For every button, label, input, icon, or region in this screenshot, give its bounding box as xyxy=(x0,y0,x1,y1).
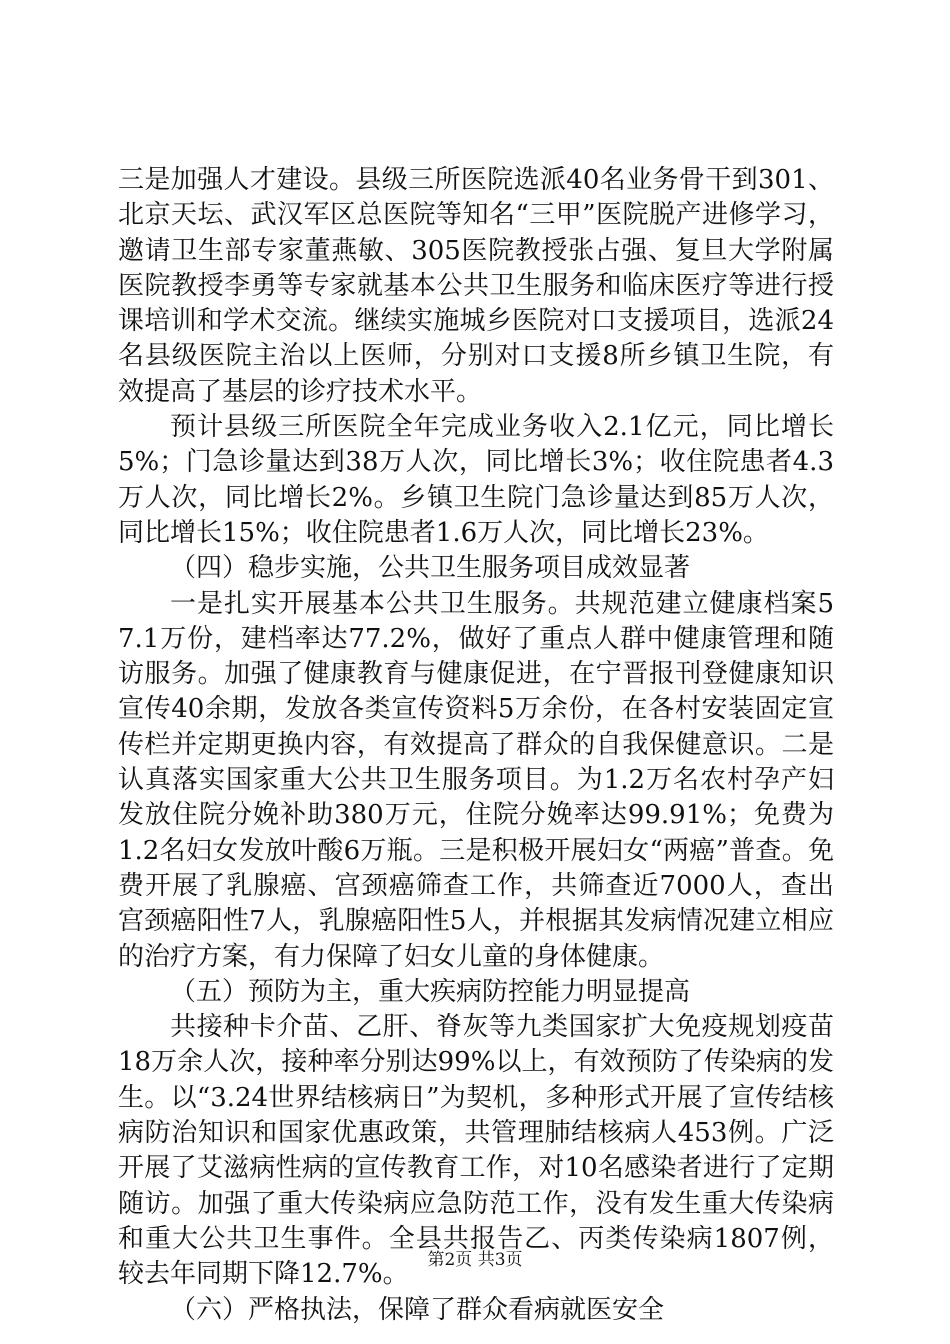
section-heading-4: （四）稳步实施，公共卫生服务项目成效显著 xyxy=(170,553,691,584)
paragraph-disease-prevention: 共接种卡介苗、乙肝、脊灰等九类国家扩大免疫规划疫苗18万余人次，接种率分别达99%以上，有效预防了传染病的发生。以“3.24世界结核病日”为契机，多种形式开展了宣传结核病防治知识和国家优惠政策，共管理肺结核病人453例。广泛开展了艾滋病性病的宣传教育工作，对10名感染者进行了定期随访。加强了重大传染病应急防范工作，没有发生重大传染病和重大公共卫生事件。全县共报告乙、丙类传染病1807例，较去年同期下降12.7%。 xyxy=(118,1012,834,1290)
page-number-footer: 第2页 共3页 xyxy=(427,1250,523,1270)
document-body xyxy=(118,163,834,1328)
paragraph-public-health: 一是扎实开展基本公共卫生服务。共规范建立健康档案57.1万份，建档率达77.2%，做好了重点人群中健康管理和随访服务。加强了健康教育与健康促进，在宁晋报刊登健康知识宣传40余期，发放各类宣传资料5万余份，在各村安装固定宣传栏并定期更换内容，有效提高了群众的自我保健意识。二是认真落实国家重大公共卫生服务项目。为1.2万名农村孕产妇发放住院分娩补助380万元，住院分娩率达99.91%；免费为1.2名妇女发放叶酸6万瓶。三是积极开展妇女“两癌”普查。免费开展了乳腺癌、宫颈癌筛查工作，共筛查近7000人，查出宫颈癌阳性7人，乳腺癌阳性5人，并根据其发病情况建立相应的治疗方案，有力保障了妇女儿童的身体健康。 xyxy=(118,588,834,972)
section-heading-5: （五）预防为主，重大疾病防控能力明显提高 xyxy=(170,976,691,1007)
section-heading-6: （六）严格执法，保障了群众看病就医安全 xyxy=(170,1294,665,1325)
paragraph-hospital-revenue: 预计县级三所医院全年完成业务收入2.1亿元，同比增长5%；门急诊量达到38万人次，同比增长3%；收住院患者4.3万人次，同比增长2%。乡镇卫生院门急诊量达到85万人次，同比增长15%；收住院患者1.6万人次，同比增长23%。 xyxy=(118,412,834,548)
paragraph-talent-building: 三是加强人才建设。县级三所医院选派40名业务骨干到301、北京天坛、武汉军区总医院等知名“三甲”医院脱产进修学习，邀请卫生部专家董燕敏、305医院教授张占强、复旦大学附属医院教授李勇等专家就基本公共卫生服务和临床医疗等进行授课培训和学术交流。继续实施城乡医院对口支援项目，选派24名县级医院主治以上医师，分别对口支援8所乡镇卫生院，有效提高了基层的诊疗技术水平。 xyxy=(118,165,834,407)
